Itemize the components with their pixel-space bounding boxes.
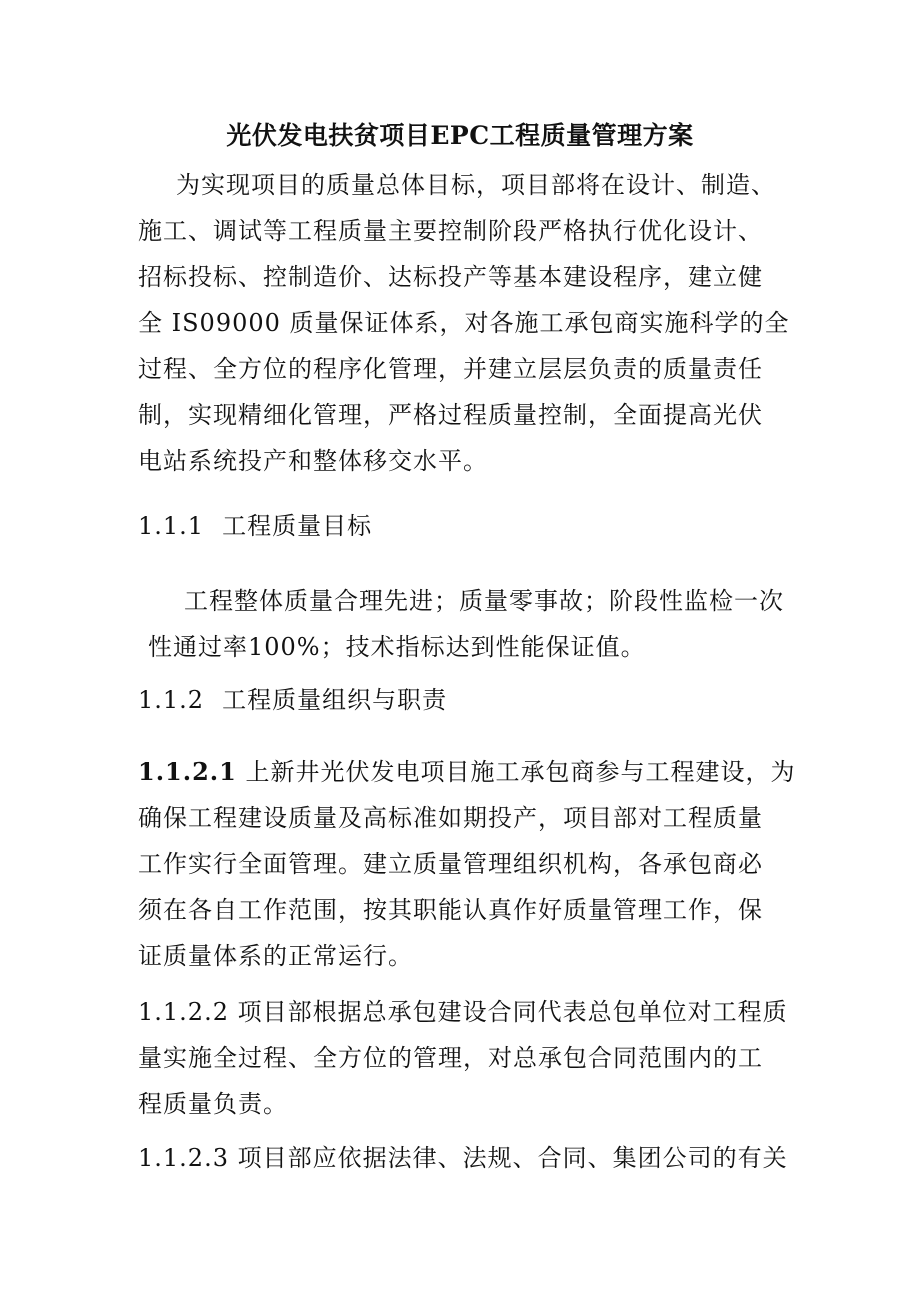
paragraph-line: 全 IS09000 质量保证体系，对各施工承包商实施科学的全	[138, 309, 790, 337]
paragraph-line: 为实现项目的质量总体目标，项目部将在设计、制造、	[176, 171, 776, 199]
paragraph-line: 证质量体系的正常运行。	[138, 942, 413, 970]
document-title: 光伏发电扶贫项目EPC工程质量管理方案	[226, 121, 694, 150]
paragraph-line: 项目部应依据法律、法规、合同、集团公司的有关	[237, 1144, 788, 1172]
intro-paragraph	[138, 162, 788, 484]
section-number: 1.1.1	[138, 512, 205, 540]
paragraph-line: 确保工程建设质量及高标准如期投产，项目部对工程质量	[138, 804, 763, 832]
paragraph-line: 量实施全过程、全方位的管理，对总承包合同范围内的工	[138, 1044, 763, 1072]
paragraph-line: 须在各自工作范围，按其职能认真作好质量管理工作，保	[138, 896, 763, 924]
item-1-1-2-3	[138, 1135, 788, 1181]
paragraph-line: 招标投标、控制造价、达标投产等基本建设程序，建立健	[138, 263, 763, 291]
paragraph-line: 施工、调试等工程质量主要控制阶段严格执行优化设计、	[138, 217, 763, 245]
paragraph-line: 制，实现精细化管理，严格过程质量控制，全面提高光伏	[138, 401, 763, 429]
section-title: 工程质量组织与职责	[222, 686, 448, 714]
section-title: 工程质量目标	[222, 512, 373, 540]
paragraph-line: 电站系统投产和整体移交水平。	[138, 447, 488, 475]
item-number: 1.1.2.2	[138, 998, 229, 1026]
section-heading-1-1-2	[138, 680, 447, 720]
item-number: 1.1.2.3	[138, 1144, 229, 1172]
section-heading-1-1-1	[138, 506, 372, 546]
paragraph-line: 性通过率100%；技术指标达到性能保证值。	[148, 633, 646, 661]
paragraph-line: 过程、全方位的程序化管理，并建立层层负责的质量责任	[138, 355, 763, 383]
item-1-1-2-1	[138, 749, 796, 979]
paragraph-line: 项目部根据总承包建设合同代表总包单位对工程质	[237, 998, 788, 1026]
quality-goal-paragraph	[138, 578, 788, 670]
paragraph-line: 工作实行全面管理。建立质量管理组织机构，各承包商必	[138, 850, 763, 878]
paragraph-line: 上新井光伏发电项目施工承包商参与工程建设，为	[245, 758, 796, 786]
item-1-1-2-2	[138, 989, 788, 1127]
item-number: 1.1.2.1	[138, 757, 237, 786]
paragraph-line: 程质量负责。	[138, 1090, 288, 1118]
section-number: 1.1.2	[138, 686, 205, 714]
paragraph-line: 工程整体质量合理先进；质量零事故；阶段性监检一次	[184, 587, 784, 615]
